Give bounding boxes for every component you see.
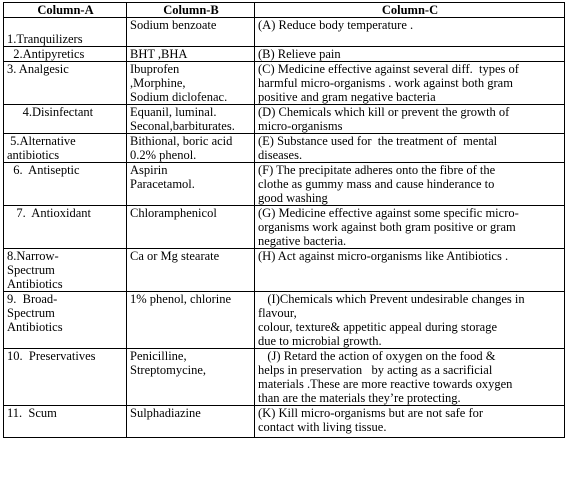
cell-text-line: Spectrum — [7, 263, 55, 277]
column-b-cell — [127, 105, 255, 134]
column-a-header: Column-A — [4, 3, 127, 18]
column-c-cell — [255, 62, 565, 105]
cell-text-line: materials .These are more reactive towards oxygen — [258, 377, 513, 391]
cell-text-line: 6. Antiseptic — [7, 163, 80, 177]
column-b-cell — [127, 62, 255, 105]
cell-text-line: contact with living tissue. — [258, 420, 387, 434]
cell-text-line: than are the materials they’re protecting. — [258, 391, 461, 405]
cell-text-line: 7. Antioxidant — [7, 206, 92, 220]
table-row — [4, 62, 565, 105]
column-c-cell — [255, 349, 565, 406]
column-c-cell — [255, 292, 565, 349]
cell-text-line: ,Morphine, — [130, 76, 186, 90]
cell-text-line: diseases. — [258, 148, 303, 162]
table-row — [4, 292, 565, 349]
cell-text-line: Ca or Mg stearate — [130, 249, 220, 263]
cell-text-line: (E) Substance used for the treatment of mental — [258, 134, 498, 148]
cell-text-line: (K) Kill micro-organisms but are not safe for — [258, 406, 484, 420]
cell-text-line: Spectrum — [7, 306, 55, 320]
cell-text-line: 8.Narrow- — [7, 249, 59, 263]
column-a-cell — [4, 47, 127, 62]
column-b-header: Column-B — [127, 3, 255, 18]
column-c-cell — [255, 47, 565, 62]
column-b-cell — [127, 249, 255, 292]
table-body — [4, 18, 565, 438]
column-c-cell — [255, 18, 565, 47]
cell-text-line: antibiotics — [7, 148, 60, 162]
column-c-cell — [255, 249, 565, 292]
cell-text-line: (A) Reduce body temperature . — [258, 18, 414, 32]
cell-text-line: BHT ,BHA — [130, 47, 188, 61]
cell-text-line: 4.Disinfectant — [7, 105, 94, 119]
cell-text-line: positive and gram negative bacteria — [258, 90, 436, 104]
table-row — [4, 349, 565, 406]
column-c-cell — [255, 105, 565, 134]
cell-text-line: 2.Antipyretics — [7, 47, 85, 61]
table-row — [4, 163, 565, 206]
column-c-cell — [255, 163, 565, 206]
cell-text-line: Paracetamol. — [130, 177, 195, 191]
column-a-cell — [4, 406, 127, 438]
cell-text-line: Equanil, luminal. — [130, 105, 217, 119]
column-c-header: Column-C — [255, 3, 565, 18]
column-c-cell — [255, 134, 565, 163]
matching-table — [3, 2, 565, 438]
cell-text-line: Chloramphenicol — [130, 206, 217, 220]
header-row — [4, 3, 565, 18]
column-c-cell — [255, 406, 565, 438]
table-row — [4, 406, 565, 438]
table-row — [4, 206, 565, 249]
cell-text-line: (H) Act against micro-organisms like Antibiotics . — [258, 249, 509, 263]
column-a-cell — [4, 62, 127, 105]
cell-text-line: (F) The precipitate adheres onto the fibre of the — [258, 163, 496, 177]
cell-text-line: harmful micro-organisms . work against both gram — [258, 76, 513, 90]
column-b-cell — [127, 134, 255, 163]
cell-text-line: due to microbial growth. — [258, 334, 382, 348]
cell-text-line: organisms work against both gram positive or gram — [258, 220, 516, 234]
cell-text-line: 9. Broad- — [7, 292, 58, 306]
cell-text-line: 11. Scum — [7, 406, 57, 420]
column-b-cell — [127, 18, 255, 47]
cell-text-line: 0.2% phenol. — [130, 148, 197, 162]
column-b-cell — [127, 292, 255, 349]
cell-text-line: flavour, — [258, 306, 297, 320]
cell-text-line: micro-organisms — [258, 119, 343, 133]
cell-text-line: Sodium diclofenac. — [130, 90, 228, 104]
cell-text-line: (B) Relieve pain — [258, 47, 341, 61]
cell-text-line: (D) Chemicals which kill or prevent the growth of — [258, 105, 510, 119]
cell-text-line: 10. Preservatives — [7, 349, 96, 363]
cell-text-line: (I)Chemicals which Prevent undesirable changes in — [258, 292, 525, 306]
table-row — [4, 105, 565, 134]
cell-text-line: Penicilline, — [130, 349, 187, 363]
cell-text-line: Aspirin — [130, 163, 168, 177]
cell-text-line: negative bacteria. — [258, 234, 347, 248]
column-a-cell — [4, 292, 127, 349]
column-c-cell — [255, 206, 565, 249]
column-a-cell — [4, 249, 127, 292]
cell-text-line: 1.Tranquilizers — [7, 32, 83, 46]
table-row — [4, 18, 565, 47]
column-a-cell — [4, 134, 127, 163]
cell-text-line: Streptomycine, — [130, 363, 207, 377]
cell-text-line: (G) Medicine effective against some specific micro- — [258, 206, 519, 220]
cell-text-line — [7, 18, 124, 32]
cell-text-line: Antibiotics — [7, 277, 63, 291]
cell-text-line: (J) Retard the action of oxygen on the food & — [258, 349, 496, 363]
cell-text-line: helps in preservation by acting as a sacrificial — [258, 363, 493, 377]
table-row — [4, 249, 565, 292]
cell-text-line: Sulphadiazine — [130, 406, 201, 420]
cell-text-line: Seconal,barbiturates. — [130, 119, 235, 133]
cell-text-line: Bithional, boric acid — [130, 134, 233, 148]
table-row — [4, 134, 565, 163]
cell-text-line: clothe as gummy mass and cause hinderance to — [258, 177, 495, 191]
column-a-cell — [4, 349, 127, 406]
cell-text-line: Antibiotics — [7, 320, 63, 334]
column-b-cell — [127, 406, 255, 438]
cell-text-line: Sodium benzoate — [130, 18, 217, 32]
column-b-cell — [127, 163, 255, 206]
cell-text-line: colour, texture& appetitic appeal during storage — [258, 320, 497, 334]
cell-text-line: good washing — [258, 191, 328, 205]
column-a-cell — [4, 18, 127, 47]
column-a-cell — [4, 105, 127, 134]
column-a-cell — [4, 163, 127, 206]
column-a-cell — [4, 206, 127, 249]
column-b-cell — [127, 206, 255, 249]
column-b-cell — [127, 47, 255, 62]
cell-text-line: 1% phenol, chlorine — [130, 292, 232, 306]
cell-text-line: (C) Medicine effective against several diff. types of — [258, 62, 519, 76]
cell-text-line: Ibuprofen — [130, 62, 180, 76]
table-row — [4, 47, 565, 62]
cell-text-line: 5.Alternative — [7, 134, 76, 148]
column-b-cell — [127, 349, 255, 406]
cell-text-line: 3. Analgesic — [7, 62, 69, 76]
